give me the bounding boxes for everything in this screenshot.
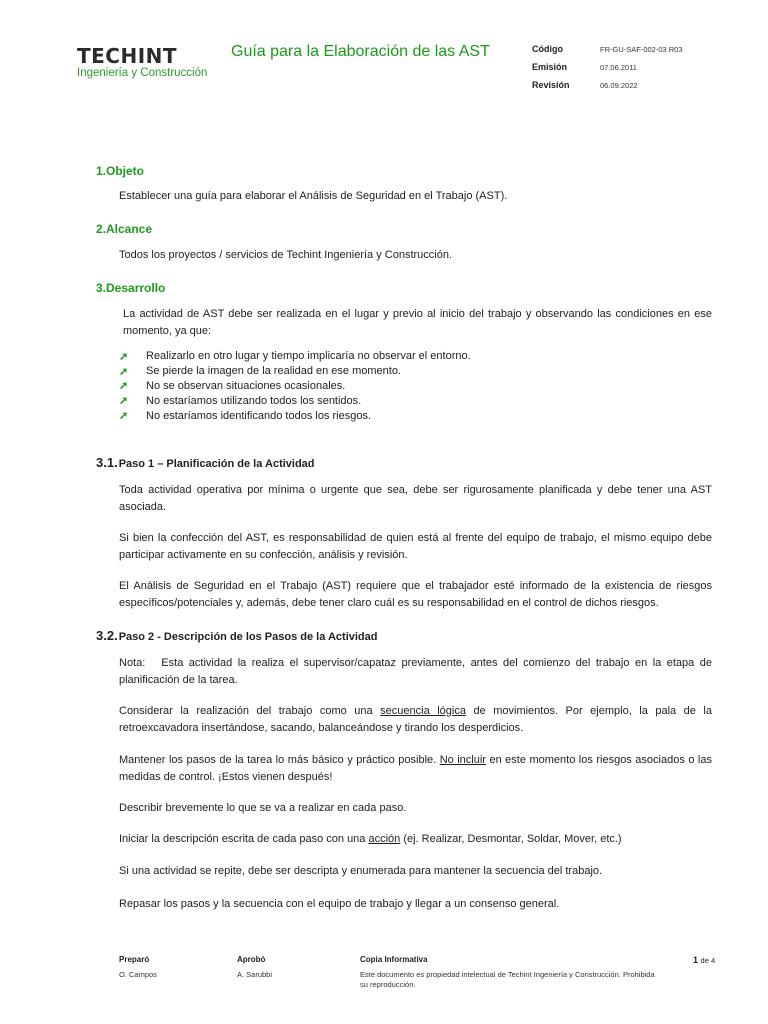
paso1-paragraph-2: Si bien la confección del AST, es responsabilidad de quien está al frente del equipo de trabajo, el mismo equipo debe participar activamente en su confección, análisis y revisión. xyxy=(119,532,712,561)
green-arrow-icon: ➚ xyxy=(119,365,129,378)
section-text-alcance: Todos los proyectos / servicios de Techint Ingeniería y Construcción. xyxy=(119,249,453,261)
paso2-paragraph-3: Describir brevemente lo que se va a realizar en cada paso. xyxy=(119,802,407,814)
subsection-heading-paso1: 3.1.Paso 1 – Planificación de la Actividad xyxy=(96,455,315,470)
section-text-objeto: Establecer una guía para elaborar el Análisis de Seguridad en el Trabajo (AST). xyxy=(119,190,508,202)
paso2-paragraph-6: Repasar los pasos y la secuencia con el equipo de trabajo y llegar a un consenso general. xyxy=(119,898,560,910)
green-arrow-icon: ➚ xyxy=(119,350,129,363)
footer-approved-value: A. Sarubbi xyxy=(237,970,273,979)
page-indicator: 1 de 4 xyxy=(693,955,716,965)
paso2-paragraph-4: Iniciar la descripción escrita de cada paso con una acción (ej. Realizar, Desmontar, Soldar, Mover, etc.) xyxy=(119,833,622,845)
code-label: Código xyxy=(532,44,563,54)
section-heading-objeto: 1.Objeto xyxy=(96,164,145,178)
revision-label: Revisión xyxy=(532,80,570,90)
section-intro-desarrollo: La actividad de AST debe ser realizada en el lugar y previo al inicio del trabajo y observando las condiciones en ese momento, ya que: xyxy=(123,308,712,337)
paso2-paragraph-2: Mantener los pasos de la tarea lo más básico y práctico posible. No incluir en este momento los riesgos asociados o las medidas de control. ¡Estos vienen después! xyxy=(119,754,712,783)
list-item: ➚ No estaríamos utilizando todos los sentidos. xyxy=(119,394,362,408)
paso2-paragraph-1: Considerar la realización del trabajo como una secuencia lógica de movimientos. Por ejemplo, la pala de la retroexcavadora insertándose, sacando, balanceándose y tirando los desperdicios. xyxy=(119,705,712,734)
company-logo-subtitle: Ingeniería y Construcción xyxy=(77,67,208,79)
section-heading-alcance: 2.Alcance xyxy=(96,222,153,236)
list-item: ➚ No estaríamos identificando todos los riesgos. xyxy=(119,409,372,423)
issue-value: 07.06.2011 xyxy=(600,63,637,72)
green-arrow-icon: ➚ xyxy=(119,410,129,423)
section-heading-desarrollo: 3.Desarrollo xyxy=(96,281,166,295)
company-logo: TECHINT xyxy=(77,44,178,68)
reasons-list xyxy=(119,349,471,423)
footer-copy-label: Copia Informativa xyxy=(360,955,428,964)
footer-prepared-value: O. Campos xyxy=(119,970,157,979)
list-item: ➚ No se observan situaciones ocasionales. xyxy=(119,379,346,393)
code-value: FR-GU-SAF-002-03 R03 xyxy=(600,45,683,54)
footer-copy-notice: Este documento es propiedad intelectual de Techint Ingeniería y Construcción. Prohibida su reproducción. xyxy=(360,970,655,989)
green-arrow-icon: ➚ xyxy=(119,395,129,408)
paso1-paragraph-3: El Análisis de Seguridad en el Trabajo (AST) requiere que el trabajador esté informado de la existencia de riesgos específicos/potenciales y, además, debe tener claro cuál es su responsabilidad en el control de dichos riesgos. xyxy=(119,580,712,609)
subsection-heading-paso2: 3.2.Paso 2 - Descripción de los Pasos de la Actividad xyxy=(96,628,378,643)
document-title: Guía para la Elaboración de las AST xyxy=(231,43,490,60)
paso2-paragraph-5: Si una actividad se repite, debe ser descripta y enumerada para mantener la secuencia del trabajo. xyxy=(119,865,603,877)
list-item: ➚ Se pierde la imagen de la realidad en ese momento. xyxy=(119,365,401,378)
issue-label: Emisión xyxy=(532,62,568,72)
paso1-paragraph-1: Toda actividad operativa por mínima o urgente que sea, debe ser rigurosamente planificada y debe tener una AST asociada. xyxy=(119,484,712,513)
green-arrow-icon: ➚ xyxy=(119,380,129,393)
footer-prepared-label: Preparó xyxy=(119,955,150,964)
paso2-note: Nota: Esta actividad la realiza el supervisor/capataz previamente, antes del comienzo del trabajo en la etapa de planificación de la tarea. xyxy=(119,657,712,686)
list-item: ➚ Realizarlo en otro lugar y tiempo implicaría no observar el entorno. xyxy=(119,350,471,363)
revision-value: 06.09.2022 xyxy=(600,81,638,90)
footer-approved-label: Aprobó xyxy=(237,955,266,964)
